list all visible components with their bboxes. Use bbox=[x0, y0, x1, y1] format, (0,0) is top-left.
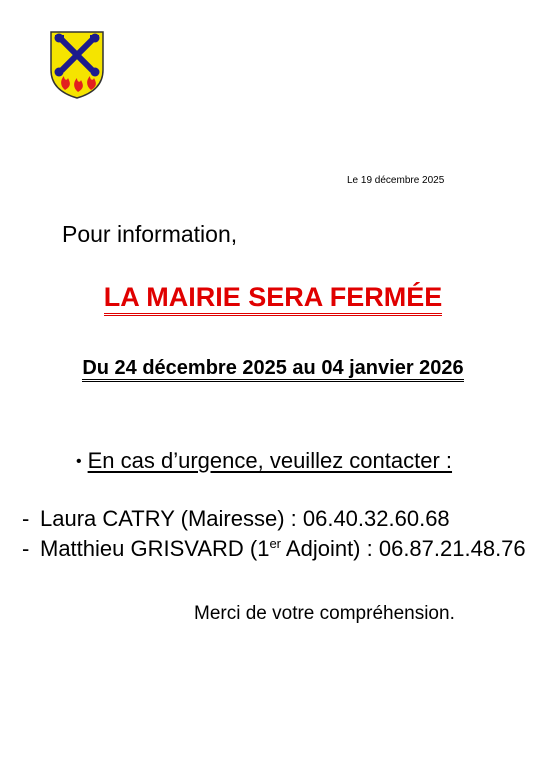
closure-period-text: Du 24 décembre 2025 au 04 janvier 2026 bbox=[82, 357, 463, 382]
list-dash: - bbox=[22, 536, 30, 561]
coat-of-arms-icon bbox=[49, 30, 105, 100]
document-date: Le 19 décembre 2025 bbox=[347, 175, 445, 186]
closure-period bbox=[0, 357, 546, 380]
contact-text: Laura CATRY (Mairesse) : 06.40.32.60.68 bbox=[40, 506, 450, 531]
contact-item bbox=[22, 506, 450, 532]
ordinal-suffix: er bbox=[269, 536, 282, 551]
list-dash: - bbox=[22, 506, 30, 531]
emergency-line bbox=[76, 448, 452, 474]
intro-text: Pour information, bbox=[62, 221, 238, 247]
contact-item bbox=[22, 536, 526, 562]
headline bbox=[0, 282, 546, 313]
emergency-text: En cas d’urgence, veuillez contacter : bbox=[87, 448, 453, 473]
headline-text: LA MAIRIE SERA FERMÉE bbox=[104, 282, 443, 316]
contact-text-before: Matthieu GRISVARD (1 bbox=[40, 536, 270, 561]
contact-text-after: Adjoint) : 06.87.21.48.76 bbox=[281, 536, 526, 561]
bullet-icon: • bbox=[76, 453, 82, 470]
closing-text: Merci de votre compréhension. bbox=[194, 603, 455, 624]
